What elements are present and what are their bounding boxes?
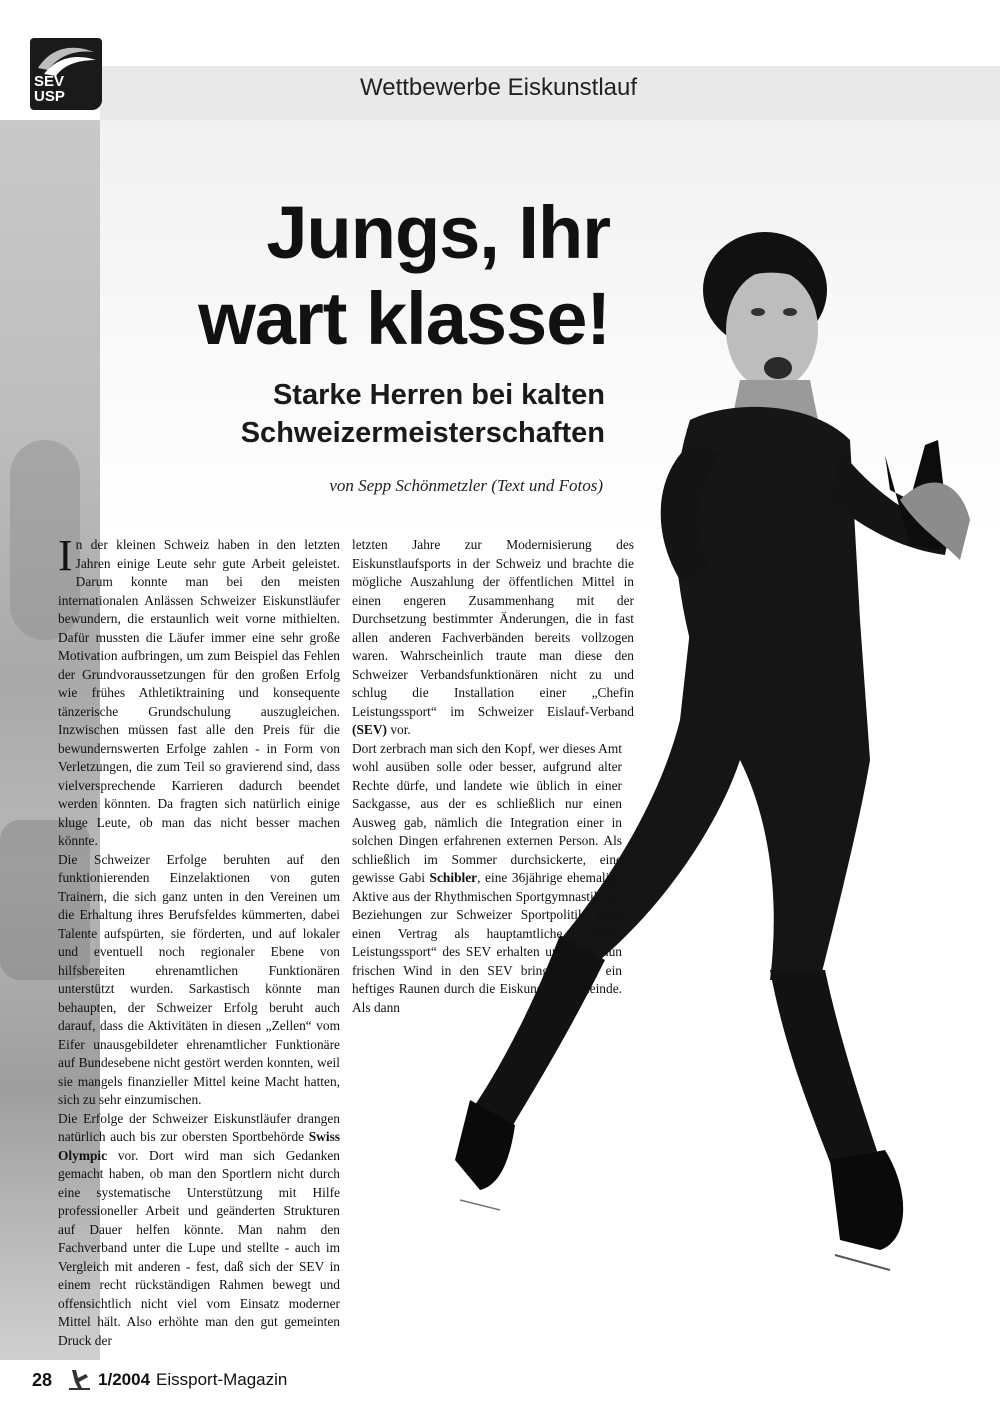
- paragraph: [352, 740, 622, 1018]
- article-headline: [198, 190, 610, 362]
- skater-emblem-icon: [66, 1368, 92, 1392]
- logo-text-usp: USP: [34, 88, 65, 105]
- paragraph-text: Dort zerbrach man sich den Kopf, wer dieses Amt wohl ausüben solle oder besser, aufgrund alter Rechte dürfe, und landete wie üblich in einer Sackgasse, aus der es schließlich nur einen Ausweg gab, nämlich die Integration einer in solchen Dingen erfahrenen externen Person. Als schließlich im Sommer durchsickerte, eine gewisse Gabi: [352, 740, 622, 885]
- paragraph: [352, 536, 634, 740]
- paragraph-text: n der kleinen Schweiz haben in den letzten Jahren einige Leute sehr gute Arbeit geleistet. Darum konnte man bei den meisten internationalen Anlässen Schweizer Eiskunstläufer bewundern, die erstaunlich weit vorne mithielten. Dafür mussten die Läufer immer eine sehr große Motivation aufbringen, um zum Beispiel das Fehlen der Grundvoraussetzungen für den großen Erfolg wie frühes Athletiktraining und konsequente tänzerische Grundschulung auszugleichen. Inzwischen müssen fast alle den Preis für die bewundernswerten Erfolge zahlen - in Form von Verletzungen, die zum Teil so gravierend sind, dass vielversprechende Karrieren dadurch beendet werden könnten. Da fragten sich natürlich einige kluge Leute, ob man das nicht besser machen könnte.: [58, 537, 340, 848]
- article-subheadline: [241, 376, 605, 452]
- paragraph-text: letzten Jahre zur Modernisierung des Eiskunstlaufsports in der Schweiz und brachte die mögliche Auszahlung der öffentlichen Mittel in einen engeren Zusammenhang mit der Durchsetzung bestimmter Änderungen, die in fast allen anderen Fachverbänden bereits vollzogen waren. Wahrscheinlich traute man diese den Schweizer Verbandsfunktionären nicht zu und schlug die Installation einer „Chefin Leistungssport“ im Schweizer Eislauf-Verband: [352, 537, 634, 719]
- headline-line: Jungs, Ihr: [266, 191, 610, 274]
- headline-line: wart klasse!: [198, 277, 610, 360]
- issue-number: 1/2004: [98, 1370, 151, 1389]
- bold-term: Swiss Olympic: [58, 1129, 340, 1163]
- subheadline-line: Schweizermeisterschaften: [240, 417, 605, 449]
- paragraph-text: Die Erfolge der Schweizer Eiskunstläufer drangen natürlich auch bis zur obersten Sportbehörde: [58, 1110, 340, 1144]
- article-byline: von Sepp Schönmetzler (Text und Fotos): [329, 476, 603, 495]
- sev-usp-logo: [30, 38, 102, 110]
- paragraph: Die Schweizer Erfolge beruhten auf den funktionierenden Einzelaktionen von guten Trainern, die sich ganz unten in den Vereinen um die Erhaltung ihres Berufsfeldes kümmerten, dabei Talente aufspürten, sie förderten, und auf lokaler und eventuell noch regionaler Ebene von hilfsbereiten ehrenamtlichen Funktionären unterstützt wurden. Sarkastisch könnte man behaupten, der Schweizer Erfolg beruht auch darauf, dass die Aktivitäten in diesen „Zellen“ vom Eifer unausgebildeter ehrenamtlicher Funktionäre auf Bundesebene nicht gestört werden konnten, weil sie mangels finanzieller Mittel keine Macht hatten, sich zu sehr einzumischen.: [58, 851, 340, 1107]
- page-number: 28: [32, 1369, 53, 1390]
- paragraph: [58, 531, 340, 851]
- paragraph: [58, 1110, 340, 1351]
- bold-term: (SEV): [352, 722, 387, 737]
- magazine-name: Eissport-Magazin: [156, 1370, 288, 1389]
- section-title: Wettbewerbe Eiskunstlauf: [360, 74, 638, 101]
- paragraph-text: , eine 36jährige ehemalige Aktive aus der Rhythmischen Sportgymnastik mit Beziehungen zur Schweizer Sportpolitik, habe einen Vertrag als hauptamtliche „Chefin Leistungssport“ des SEV erhalten und solle nun frischen Wind in den SEV bringen, ging ein heftiges Raunen durch die Eiskunstlaufgemeinde. Als dann: [352, 870, 622, 1015]
- article-column-1: [58, 531, 340, 1350]
- drop-cap: I: [58, 531, 73, 580]
- paragraph-text: vor. Dort wird man sich Gedanken gemacht haben, ob man den Sportlern nicht durch eine systematische Unterstützung mit Hilfe professioneller Arbeit und geänderten Strukturen auf Dauer helfen könnte. Man nahm den Fachverband unter die Lupe und stellte - auch im Vergleich mit anderen - fest, daß sich der SEV in einem recht rückständigen Rahmen bewegt und offensichtlich nicht viel vom Einsatz moderner Mittel hält. Also erhöhte man den gut gemeinten Druck der: [58, 1147, 340, 1348]
- article-column-2: [352, 536, 634, 1017]
- sev-usp-logo-icon: [34, 42, 98, 76]
- logo-text-sev: SEV: [34, 73, 65, 90]
- bold-term: Schibler: [429, 870, 478, 885]
- page-footer: [32, 1368, 287, 1392]
- subheadline-line: Starke Herren bei kalten: [272, 379, 605, 411]
- paragraph-text: vor.: [386, 722, 411, 737]
